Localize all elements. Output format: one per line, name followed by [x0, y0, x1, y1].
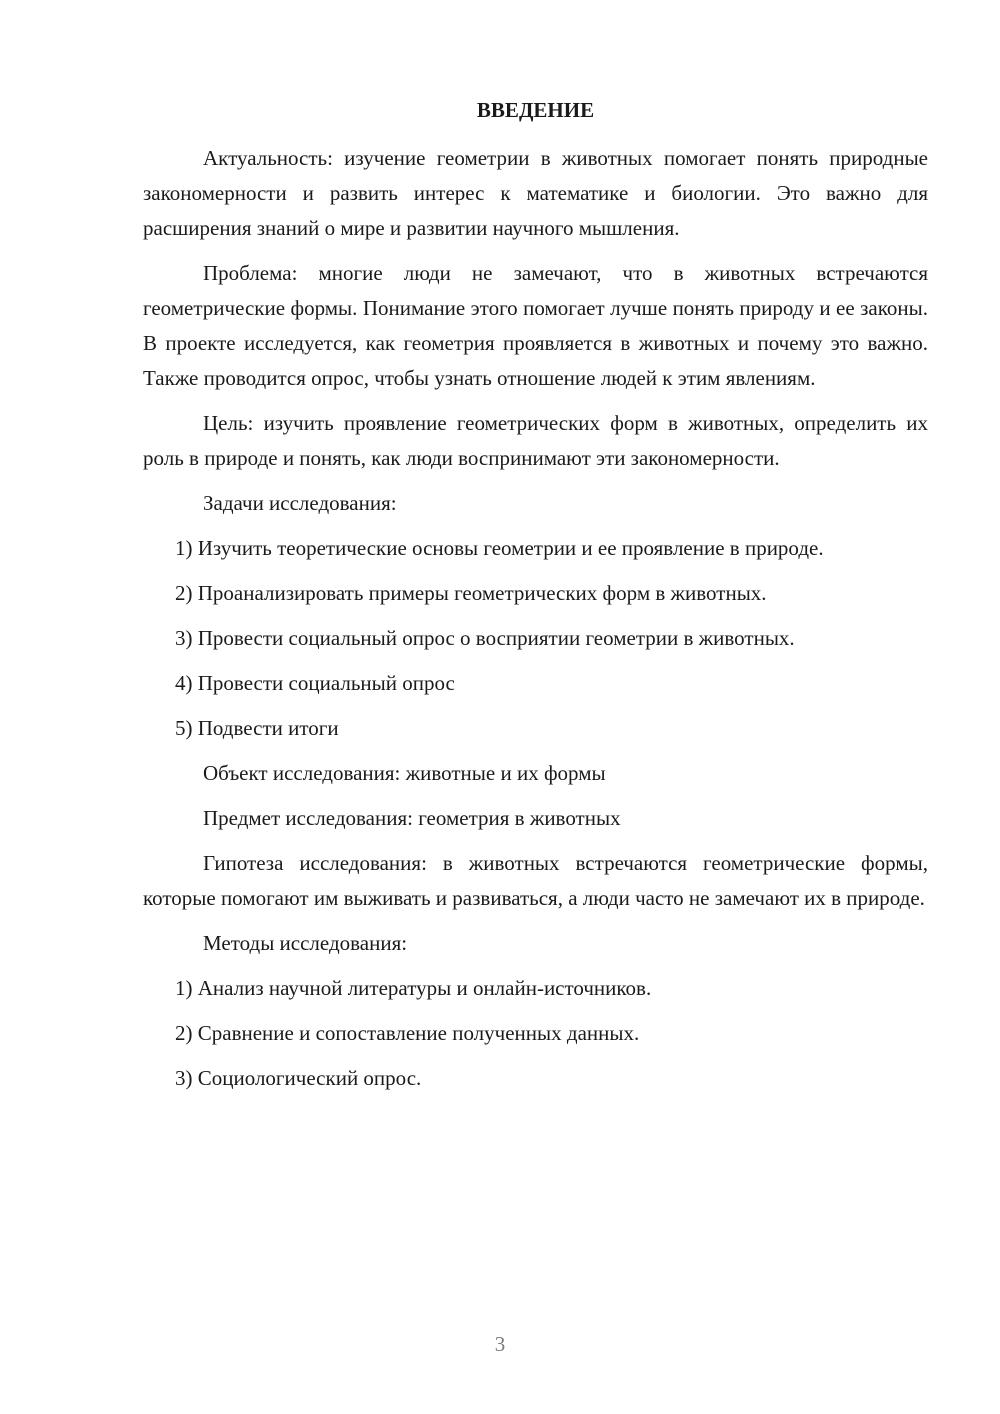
research-subject: Предмет исследования: геометрия в животных: [203, 806, 621, 830]
method-item-3: 3) Социологический опрос.: [175, 1066, 422, 1090]
task-item-1: 1) Изучить теоретические основы геометрии и ее проявление в природе.: [175, 536, 824, 560]
method-item-1: 1) Анализ научной литературы и онлайн-источников.: [175, 976, 652, 1000]
task-item-2: 2) Проанализировать примеры геометрических форм в животных.: [175, 581, 767, 605]
research-object: Объект исследования: животные и их формы: [203, 761, 606, 785]
hypothesis-paragraph: Гипотеза исследования: в животных встречаются геометрические формы, которые помогают им выживать и развиваться, а люди часто не замечают их в природе.: [143, 851, 928, 910]
task-item-5: 5) Подвести итоги: [175, 716, 339, 740]
task-item-3: 3) Провести социальный опрос о восприятии геометрии в животных.: [175, 626, 795, 650]
goal-paragraph: Цель: изучить проявление геометрических форм в животных, определить их роль в природе и понять, как люди воспринимают эти закономерности.: [143, 411, 928, 470]
method-item-2: 2) Сравнение и сопоставление полученных данных.: [175, 1021, 640, 1045]
methods-heading: Методы исследования:: [203, 931, 408, 955]
page-number: 3: [494, 1332, 506, 1356]
relevance-paragraph: Актуальность: изучение геометрии в животных помогает понять природные закономерности и развить интерес к математике и биологии. Это важно для расширения знаний о мире и развитии научного мышления.: [143, 146, 928, 240]
task-item-4: 4) Провести социальный опрос: [175, 671, 455, 695]
problem-paragraph: Проблема: многие люди не замечают, что в животных встречаются геометрические формы. Понимание этого помогает лучше понять природу и ее законы. В проекте исследуется, как геометрия проявляется в животных и почему это важно. Также проводится опрос, чтобы узнать отношение людей к этим явлениям.: [143, 261, 928, 390]
tasks-heading: Задачи исследования:: [203, 491, 397, 515]
page-title: ВВЕДЕНИЕ: [476, 98, 595, 122]
document-page: [143, 95, 928, 1106]
